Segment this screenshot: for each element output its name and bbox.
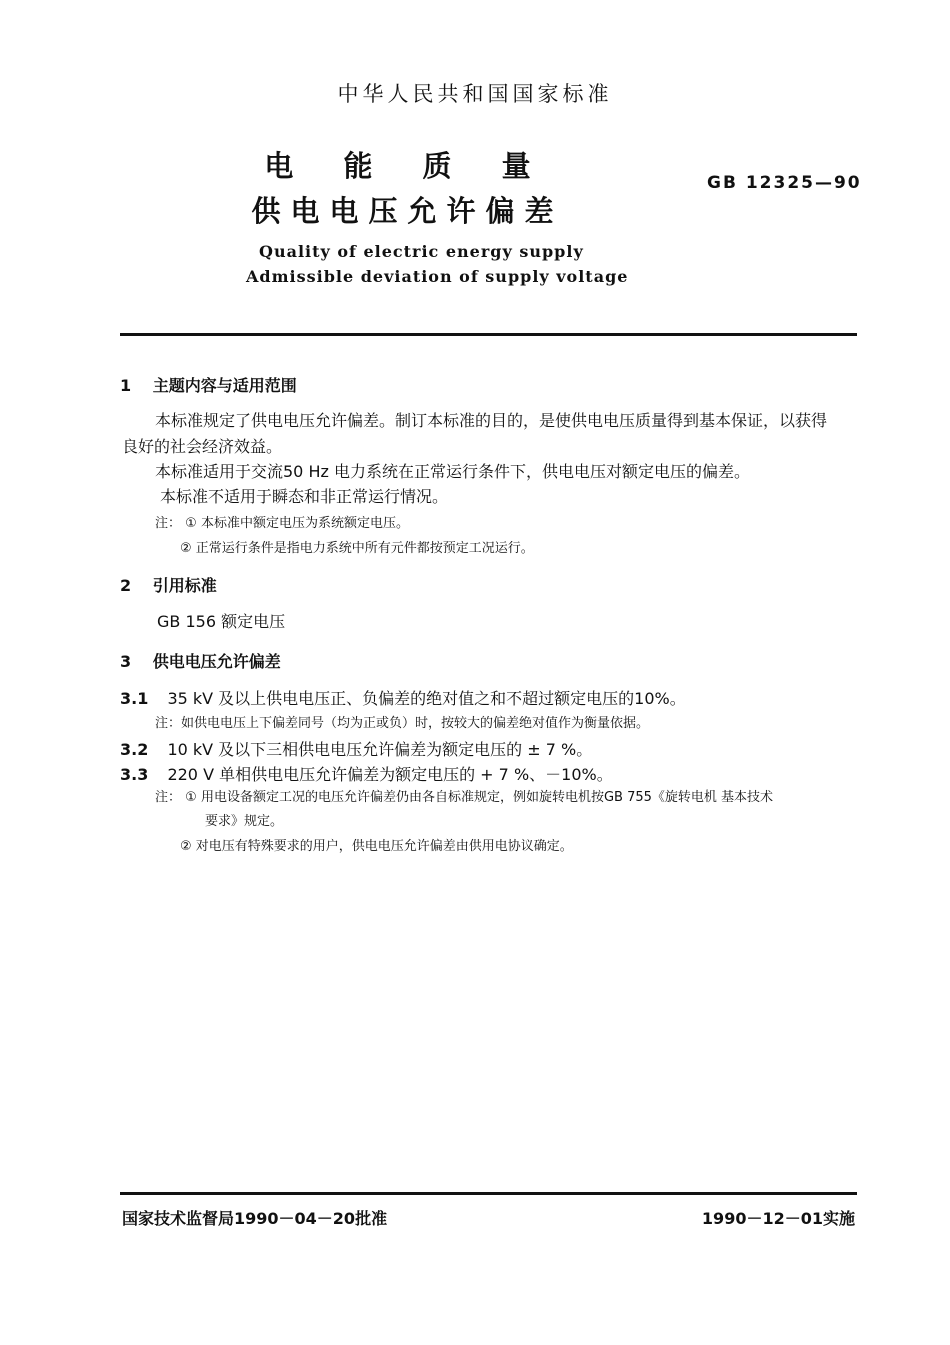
paragraph: 本标准规定了供电电压允许偏差。制订本标准的目的，是使供电电压质量得到基本保证，以获得 xyxy=(155,411,828,430)
top-divider xyxy=(120,333,857,336)
effective-date: 1990－12－01实施 xyxy=(701,1209,855,1228)
section-title: 引用标准 xyxy=(152,576,217,595)
paragraph: 本标准适用于交流50 Hz 电力系统在正常运行条件下，供电电压对额定电压的偏差。 xyxy=(155,462,750,481)
title-cn-line2: 供电电压允许偏差 xyxy=(251,194,564,228)
note xyxy=(155,512,409,531)
paragraph: 本标准不适用于瞬态和非正常运行情况。 xyxy=(160,487,449,506)
clause-3-1 xyxy=(120,686,686,709)
reference-standard: GB 156 额定电压 xyxy=(157,612,286,631)
approval-date: 国家技术监督局1990－04－20批准 xyxy=(122,1209,388,1228)
clause-text: 35 kV 及以上供电电压正、负偏差的绝对值之和不超过额定电压的10%。 xyxy=(167,689,686,708)
title-cn-line1: 电 能 质 量 xyxy=(264,149,551,183)
org-header: 中华人民共和国国家标准 xyxy=(337,82,613,106)
note: 注：如供电电压上下偏差同号（均为正或负）时，按较大的偏差绝对值作为衡量依据。 xyxy=(155,716,650,731)
note: ② 正常运行条件是指电力系统中所有元件都按预定工况运行。 xyxy=(180,541,534,556)
section-title: 主题内容与适用范围 xyxy=(152,376,297,395)
section-number: 1 xyxy=(120,376,132,395)
paragraph-continued: 良好的社会经济效益。 xyxy=(122,437,283,456)
clause-3-2 xyxy=(120,737,592,760)
title-en-line2: Admissible deviation of supply voltage xyxy=(246,267,629,286)
clause-number: 3.1 xyxy=(120,689,149,708)
clause-3-3 xyxy=(120,762,613,785)
clause-number: 3.2 xyxy=(120,740,149,759)
clause-text: 10 kV 及以下三相供电电压允许偏差为额定电压的 ± 7 %。 xyxy=(167,740,593,759)
clause-text: 220 V 单相供电电压允许偏差为额定电压的 + 7 %、－10%。 xyxy=(167,765,613,784)
note-continued: 要求》规定。 xyxy=(205,814,284,829)
note xyxy=(155,786,773,805)
clause-number: 3.3 xyxy=(120,765,149,784)
section-2-heading xyxy=(120,573,217,596)
note: ② 对电压有特殊要求的用户，供电电压允许偏差由供用电协议确定。 xyxy=(180,839,573,854)
note-text: ① 本标准中额定电压为系统额定电压。 xyxy=(185,516,409,531)
section-number: 2 xyxy=(120,576,132,595)
note-label: 注： xyxy=(155,790,182,805)
section-1-heading xyxy=(120,373,297,396)
title-en-line1: Quality of electric energy supply xyxy=(259,242,584,261)
bottom-divider xyxy=(120,1192,857,1195)
section-3-heading xyxy=(120,649,281,672)
note-text: ① 用电设备额定工况的电压允许偏差仍由各自标准规定，例如旋转电机按GB 755《旋转电机 基本技术 xyxy=(185,790,774,805)
standard-code: GB 12325—90 xyxy=(707,173,862,193)
note-label: 注： xyxy=(155,516,182,531)
section-number: 3 xyxy=(120,652,132,671)
section-title: 供电电压允许偏差 xyxy=(152,652,281,671)
